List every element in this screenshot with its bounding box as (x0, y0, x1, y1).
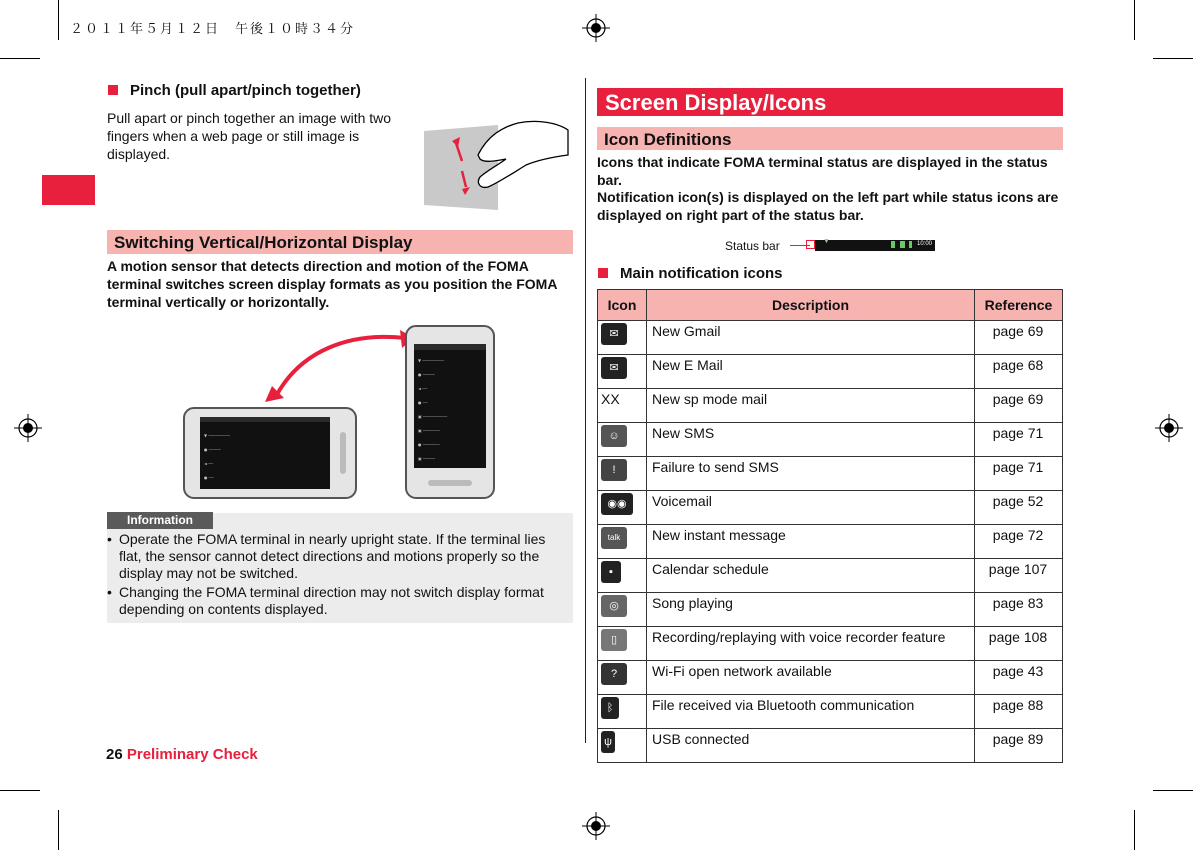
svg-text:▼ ─────────: ▼ ───────── (418, 358, 445, 363)
svg-text:▼ ─────────: ▼ ───────── (204, 433, 231, 438)
sp-mode-mail-icon: XX (601, 391, 620, 407)
icon-cell (598, 321, 647, 355)
intro-text-2: Notification icon(s) is displayed on the left part while status icons are displayed on right part of the status bar. (597, 189, 1059, 223)
icon-cell (598, 559, 647, 593)
info-item (107, 584, 571, 618)
icon-cell (598, 457, 647, 491)
svg-text:● ─────: ● ───── (418, 372, 435, 377)
status-notification-icon: ▼ (823, 238, 830, 245)
table-row (598, 321, 1063, 355)
sms-icon: ☺ (601, 425, 627, 447)
table-row (598, 525, 1063, 559)
description-cell: Calendar schedule (647, 559, 975, 593)
description-cell: Failure to send SMS (647, 457, 975, 491)
icon-cell (598, 695, 647, 729)
header-reference: Reference (975, 290, 1063, 321)
registration-mark-icon (14, 414, 42, 442)
icon-cell (598, 729, 647, 763)
rotation-illustration (180, 320, 500, 502)
status-battery-icon (909, 241, 912, 248)
description-cell: New sp mode mail (647, 389, 975, 423)
reference-cell: page 68 (975, 355, 1063, 389)
table-heading-text: Main notification icons (620, 265, 783, 282)
svg-text:◄ ──: ◄ ── (204, 461, 214, 466)
description-cell: New E Mail (647, 355, 975, 389)
print-stamp: ２０１１年５月１２日 午後１０時３４分 (70, 22, 356, 37)
svg-text:▣ ───────: ▣ ─────── (418, 428, 440, 433)
svg-text:● ─────: ● ───── (204, 447, 221, 452)
icon-cell (598, 423, 647, 457)
table-row (598, 389, 1063, 423)
table-row (598, 491, 1063, 525)
info-item (107, 531, 571, 582)
table-row (598, 661, 1063, 695)
crop-mark (0, 790, 40, 791)
status-bar-label: Status bar (725, 239, 780, 253)
reference-cell: page 69 (975, 389, 1063, 423)
voicemail-icon: ◉◉ (601, 493, 633, 515)
crop-mark (1134, 0, 1135, 40)
reference-cell: page 72 (975, 525, 1063, 559)
pinch-gesture-illustration (418, 115, 573, 215)
reference-cell: page 71 (975, 423, 1063, 457)
reference-cell: page 107 (975, 559, 1063, 593)
page-number: 26 (106, 746, 123, 763)
svg-text:◄ ──: ◄ ── (418, 386, 428, 391)
table-row (598, 457, 1063, 491)
icon-cell (598, 525, 647, 559)
pinch-heading (108, 82, 361, 99)
table-header-row (598, 290, 1063, 321)
recorder-icon: ▯ (601, 629, 627, 651)
table-row (598, 423, 1063, 457)
description-cell: Recording/replaying with voice recorder feature (647, 627, 975, 661)
talk-icon: talk (601, 527, 627, 549)
svg-text:● ───────: ● ─────── (418, 442, 440, 447)
crop-mark (1153, 790, 1193, 791)
svg-text:● ──: ● ── (418, 400, 428, 405)
icon-cell (598, 661, 647, 695)
email-envelope-icon: ✉ (601, 357, 627, 379)
registration-mark-icon (1155, 414, 1183, 442)
reference-cell: page 83 (975, 593, 1063, 627)
registration-mark-icon (582, 812, 610, 840)
pinch-text: Pull apart or pinch together an image with two fingers when a web page or still image is displayed. (107, 110, 392, 162)
description-cell: New Gmail (647, 321, 975, 355)
bullet-dot-icon: • (107, 531, 112, 547)
table-heading (598, 265, 783, 282)
header-icon: Icon (598, 290, 647, 321)
description-cell: Wi-Fi open network available (647, 661, 975, 695)
reference-cell: page 69 (975, 321, 1063, 355)
icon-cell (598, 389, 647, 423)
bluetooth-file-icon: ᛒ (601, 697, 619, 719)
switch-heading: Switching Vertical/Horizontal Display (107, 230, 573, 254)
status-time: 10:00 (917, 241, 933, 247)
pinch-heading-text: Pinch (pull apart/pinch together) (130, 82, 361, 99)
icon-cell (598, 355, 647, 389)
table-row (598, 627, 1063, 661)
icon-cell (598, 593, 647, 627)
svg-text:● ──: ● ── (204, 475, 214, 480)
description-cell: File received via Bluetooth communication (647, 695, 975, 729)
song-playing-icon: ◎ (601, 595, 627, 617)
crop-mark (58, 0, 59, 40)
reference-cell: page 43 (975, 661, 1063, 695)
table-row (598, 355, 1063, 389)
crop-mark (1134, 810, 1135, 850)
icon-cell (598, 627, 647, 661)
bullet-square-icon (108, 85, 118, 95)
table-row (598, 695, 1063, 729)
status-bar-pointer-box (806, 240, 815, 249)
description-cell: New SMS (647, 423, 975, 457)
header-description: Description (647, 290, 975, 321)
description-cell: Voicemail (647, 491, 975, 525)
description-cell: New instant message (647, 525, 975, 559)
switch-text: A motion sensor that detects direction and motion of the FOMA terminal switches screen display formats as you position the FOMA terminal vertically or horizontally. (107, 258, 557, 310)
sms-failure-icon: ! (601, 459, 627, 481)
column-divider (585, 78, 586, 743)
status-signal-icon (900, 241, 905, 248)
table-row (598, 593, 1063, 627)
bullet-square-icon (598, 268, 608, 278)
wifi-open-icon: ? (601, 663, 627, 685)
reference-cell: page 108 (975, 627, 1063, 661)
table-row (598, 559, 1063, 593)
svg-text:▣ ─────: ▣ ───── (418, 456, 436, 461)
bullet-dot-icon: • (107, 584, 112, 600)
calendar-icon: ▪ (601, 561, 621, 583)
crop-mark (58, 810, 59, 850)
information-label: Information (107, 512, 213, 529)
reference-cell: page 88 (975, 695, 1063, 729)
crop-mark (0, 58, 40, 59)
notification-icon-table (597, 289, 1063, 763)
table-row (598, 729, 1063, 763)
description-cell: Song playing (647, 593, 975, 627)
reference-cell: page 52 (975, 491, 1063, 525)
reference-cell: page 89 (975, 729, 1063, 763)
info-item-text: Changing the FOMA terminal direction may not switch display format depending on contents displayed. (119, 584, 544, 617)
status-bar-image (815, 240, 935, 251)
description-cell: USB connected (647, 729, 975, 763)
status-lock-icon (891, 241, 895, 248)
crop-mark (1153, 58, 1193, 59)
usb-icon: ψ (601, 731, 615, 753)
page-footer (106, 746, 258, 763)
reference-cell: page 71 (975, 457, 1063, 491)
registration-mark-icon (582, 14, 610, 42)
intro-text: Icons that indicate FOMA terminal status are displayed in the status bar. (597, 154, 1048, 188)
svg-text:▣ ──────────: ▣ ────────── (418, 414, 448, 419)
section-title: Screen Display/Icons (597, 88, 1063, 116)
gmail-envelope-icon: ✉ (601, 323, 627, 345)
section-subtitle: Icon Definitions (597, 127, 1063, 150)
icon-cell (598, 491, 647, 525)
section-name: Preliminary Check (126, 746, 258, 763)
chapter-tab (42, 175, 95, 205)
info-item-text: Operate the FOMA terminal in nearly upright state. If the terminal lies flat, the sensor cannot detect directions and motions properly so the display may not be switched. (119, 531, 546, 581)
